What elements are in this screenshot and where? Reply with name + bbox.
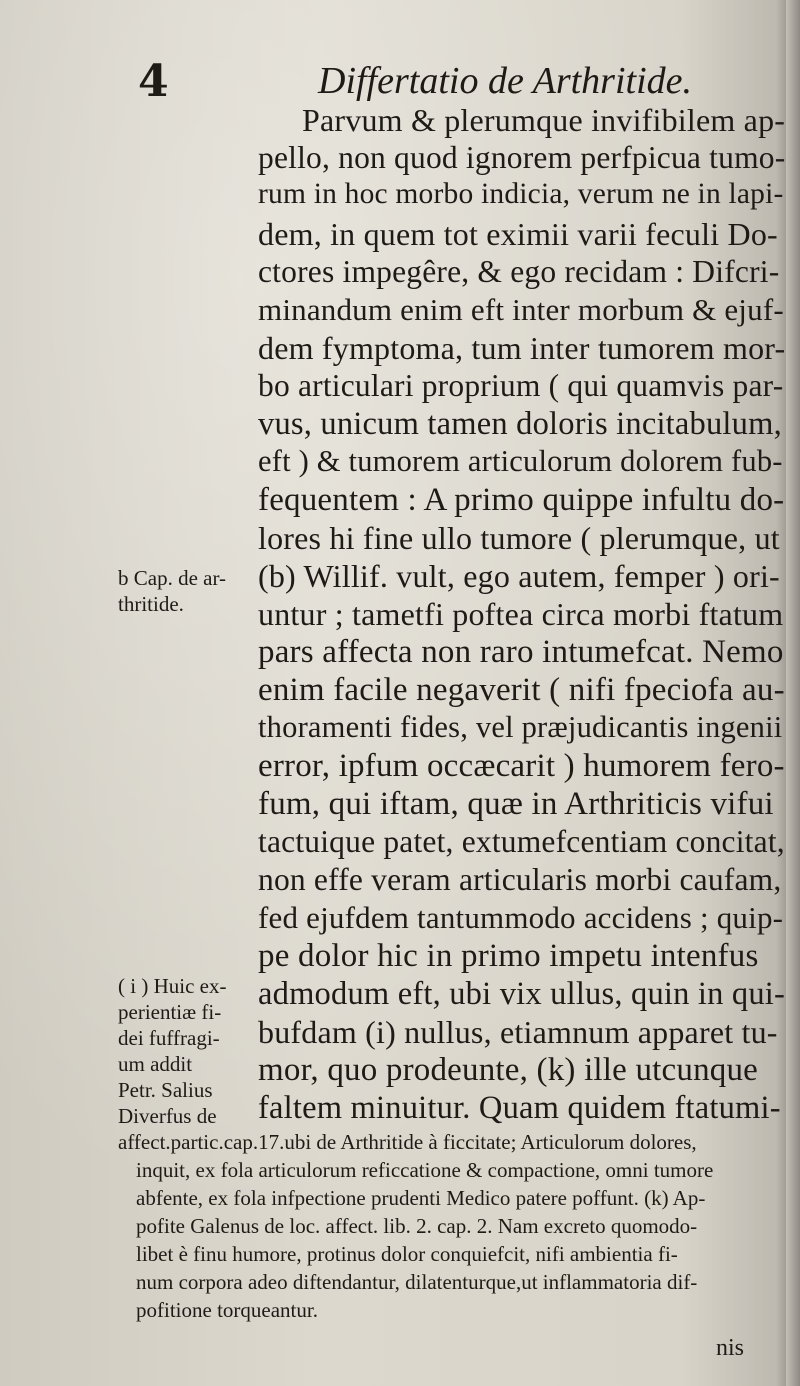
margin-note-line: ( i ) Huic ex- [118,974,227,998]
margin-note-line: thritide. [118,592,184,616]
text-line: non effe veram articularis morbi caufam, [258,862,782,897]
margin-note-line: perientiæ fi- [118,1000,222,1024]
text-line: admodum eft, ubi vix ullus, quin in qui- [258,976,786,1012]
text-line: lores hi fine ullo tumore ( plerumque, ut [258,520,780,556]
text-line: ctores impegêre, & ego recidam : Difcri- [258,254,780,289]
footnote-line: pofitione torqueantur. [136,1298,318,1322]
text-line: enim facile negaverit ( nifi fpeciofa au- [258,672,785,708]
text-line: untur ; tametfi poftea circa morbi ftatum [258,596,784,632]
text-line: mor, quo prodeunte, (k) ille utcunque [258,1052,759,1088]
text-line: fed ejufdem tantummodo accidens ; quip- [258,900,784,935]
text-line: (b) Willif. vult, ego autem, femper ) ori- [258,558,780,594]
footnote-line: pofite Galenus de loc. affect. lib. 2. cap. 2. Nam excreto quomodo- [136,1214,698,1238]
text-line: eft ) & tumorem articulorum dolorem fub- [258,444,783,478]
text-line: error, ipfum occæcarit ) humorem fero- [258,748,785,784]
margin-note-line: Petr. Salius [118,1078,213,1102]
text-line: tactuique patet, extumefcentiam concitat, [258,824,785,859]
text-line: fum, qui iftam, quæ in Arthriticis vifui [258,786,774,822]
text-line: pe dolor hic in primo impetu intenfus [258,938,759,974]
text-line: pello, non quod ignorem perfpicua tumo- [258,140,786,175]
running-head: Differtatio de Arthritide. [318,60,693,102]
text-line: pars affecta non raro intumefcat. Nemo [258,634,784,670]
footnote-line: libet è finu humore, protinus dolor conquiefcit, nifi ambientia fi- [136,1242,678,1266]
footnote-line: abfente, ex fola infpectione prudenti Medico patere poffunt. (k) Ap- [136,1186,706,1210]
text-line: minandum enim eft inter morbum & ejuf- [258,292,784,327]
text-line: bo articulari proprium ( qui quamvis par- [258,368,784,403]
text-line: dem, in quem tot eximii varii feculi Do- [258,216,778,252]
margin-note-line: dei fuffragi- [118,1026,220,1050]
text-line: vus, unicum tamen doloris incitabulum, [258,406,782,442]
margin-note-line: um addit [118,1052,193,1076]
text-line: faltem minuitur. Quam quidem ftatumi- [258,1090,781,1126]
margin-note-line: b Cap. de ar- [118,566,227,590]
footnote-line: num corpora adeo diftendantur, dilatenturque,ut inflammatoria dif- [136,1270,698,1294]
text-line: bufdam (i) nullus, etiamnum apparet tu- [258,1014,778,1050]
catchword: nis [716,1335,745,1361]
margin-note-line: Diverfus de [118,1104,217,1128]
text-line: fequentem : A primo quippe infultu do- [258,482,785,518]
text-line: dem fymptoma, tum inter tumorem mor- [258,330,786,366]
page-edge [786,0,800,1386]
text-line: thoramenti fides, vel præjudicantis ingenii [258,710,783,744]
text-line: Parvum & plerumque invifibilem ap- [302,102,786,138]
text-line: rum in hoc morbo indicia, verum ne in lapi- [258,178,784,210]
footnote-line: inquit, ex fola articulorum reficcatione & compactione, omni tumore [136,1158,714,1182]
page-number: 4 [138,56,169,107]
footnote-line: affect.partic.cap.17.ubi de Arthritide à ficcitate; Articulorum dolores, [118,1130,697,1154]
